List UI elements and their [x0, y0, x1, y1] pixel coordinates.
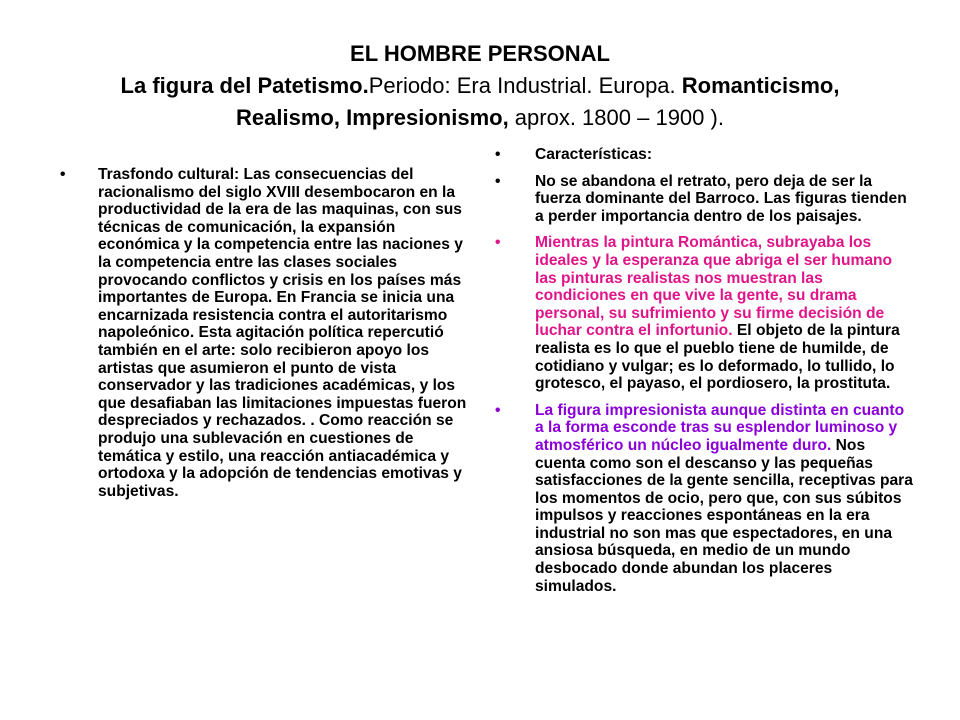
title-line-2-normal: Periodo: Era Industrial. Europa. — [368, 73, 682, 98]
title-line-3 — [40, 102, 920, 134]
right-bullet-heading — [495, 146, 915, 164]
title-line-2-bold: La figura del Patetismo. — [120, 73, 369, 98]
left-bullet-item — [60, 166, 480, 500]
bullet-icon: • — [495, 172, 501, 190]
bullet-icon: • — [495, 146, 501, 163]
title-line-2 — [40, 70, 920, 102]
item-3-impressionist-text: La figura impresionista aunque distinta en cuanto a la forma esconde tras su esplendor luminoso y atmosférico un núcleo igualmente duro. — [535, 401, 905, 454]
title-line-3-bold: Realismo, Impresionismo, — [236, 105, 509, 130]
characteristics-heading: Características: — [535, 146, 653, 163]
title-line-1: EL HOMBRE PERSONAL — [350, 41, 610, 66]
title-line-3-normal: aprox. 1800 – 1900 ). — [508, 105, 724, 130]
item-2-realist-text: El objeto de la pintura realista es lo que el pueblo tiene de humilde, de cotidiano y vulgar; es lo deformado, lo tullido, lo grotesco, el payaso, el pordiosero, la prostituta. — [535, 322, 900, 393]
bullet-icon: • — [495, 401, 501, 419]
right-bullet-item-2 — [495, 234, 915, 392]
left-column — [60, 166, 480, 510]
item-2-romantic-text: Mientras la pintura Romántica, subrayaba los ideales y la esperanza que abriga el ser humano las pinturas realistas nos muestran las condiciones en que vive la gente, su drama personal, su sufrimiento y su firme decisión de luchar contra el infortunio. — [535, 234, 893, 340]
bullet-icon: • — [495, 234, 501, 252]
bullet-icon: • — [60, 166, 66, 183]
left-bullet-text: Trasfondo cultural: Las consecuencias del racionalismo del siglo XVIII desembocaron en la productividad de la era de las maquinas, con sus técnicas de comunicación, la expansión económica y la competencia entre las naciones y la competencia entre las clases sociales provocando conflictos y crisis en los países más importantes de Europa. En Francia se inicia una encarnizada resistencia contra el autoritarismo napoleónico. Esta agitación política repercutió también en el arte: solo recibieron apoyo los artistas que asumieron el punto de vista conservador y las tradiciones académicas, y los que desafiaban las limitaciones impuestas fueron despreciados y rechazados. . Como reacción se produjo una sublevación en cuestiones de temática y estilo, una reacción antiacadémica y ortodoxa y la adopción de tendencias emotivas y subjetivas. — [98, 166, 467, 500]
right-column — [495, 146, 915, 604]
item-1-text: No se abandona el retrato, pero deja de ser la fuerza dominante del Barroco. Las figuras tienden a perder importancia dentro de los paisajes. — [535, 172, 907, 225]
slide-title — [40, 38, 920, 134]
right-bullet-item-1 — [495, 173, 915, 226]
item-3-rest-text: Nos cuenta como son el descanso y las pequeñas satisfacciones de la gente sencilla, receptivas para los momentos de ocio, pero que, con sus súbitos impulsos y reacciones espontáneas en la era industrial no son mas que espectadores, en una ansiosa búsqueda, en medio de un mundo desbocado donde abundan los placeres simulados. — [535, 436, 913, 595]
right-bullet-item-3 — [495, 402, 915, 596]
title-line-2-bold-2: Romanticismo, — [681, 73, 840, 98]
